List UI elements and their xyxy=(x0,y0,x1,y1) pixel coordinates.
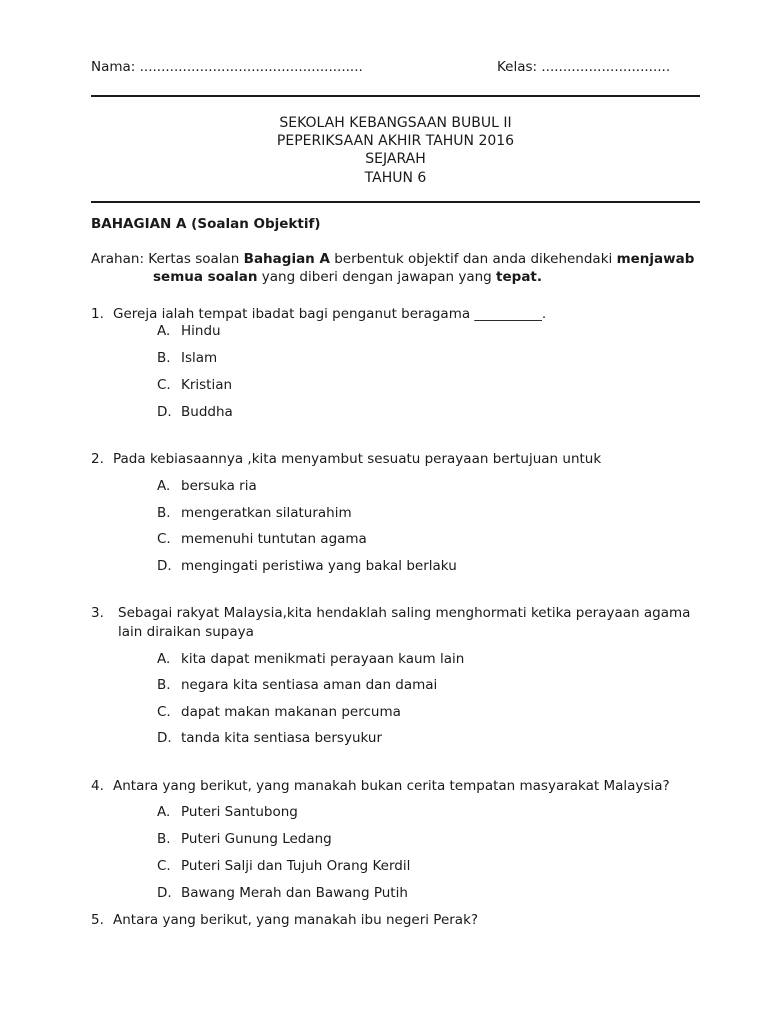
instruction-bold-3: semua soalan xyxy=(153,269,258,285)
option-text: Buddha xyxy=(181,404,233,420)
instruction-text-1: Arahan: Kertas soalan xyxy=(91,251,244,267)
school-name: SEKOLAH KEBANGSAAN BUBUL II xyxy=(279,115,512,131)
question-text: Antara yang berikut, yang manakah ibu negeri Perak? xyxy=(113,912,479,928)
option-3c xyxy=(157,704,401,720)
instruction-line-1 xyxy=(91,251,694,267)
option-letter: D. xyxy=(157,404,172,420)
option-text: Puteri Salji dan Tujuh Orang Kerdil xyxy=(181,858,411,874)
option-letter: C. xyxy=(157,377,171,393)
option-letter: A. xyxy=(157,804,171,820)
question-1 xyxy=(91,306,547,322)
option-3d xyxy=(157,730,382,746)
option-4b xyxy=(157,831,332,847)
option-letter: A. xyxy=(157,478,171,494)
subject-title: SEJARAH xyxy=(365,151,426,167)
question-text: Antara yang berikut, yang manakah bukan cerita tempatan masyarakat Malaysia? xyxy=(113,778,670,794)
option-letter: B. xyxy=(157,350,171,366)
option-letter: A. xyxy=(157,651,171,667)
question-3-continuation: lain diraikan supaya xyxy=(118,624,254,640)
option-text: negara kita sentiasa aman dan damai xyxy=(181,677,438,693)
option-1b xyxy=(157,350,217,366)
option-text: tanda kita sentiasa bersyukur xyxy=(181,730,383,746)
option-1c xyxy=(157,377,232,393)
option-2d xyxy=(157,558,457,574)
option-text: Bawang Merah dan Bawang Putih xyxy=(181,885,408,901)
option-letter: D. xyxy=(157,558,172,574)
instruction-bold-2: menjawab xyxy=(616,251,695,267)
option-3a xyxy=(157,651,464,667)
option-2b xyxy=(157,505,352,521)
option-letter: A. xyxy=(157,323,171,339)
instruction-bold-1: Bahagian A xyxy=(243,251,330,267)
question-number: 2. xyxy=(91,451,104,467)
option-text: Islam xyxy=(181,350,218,366)
option-letter: D. xyxy=(157,730,172,746)
option-3b xyxy=(157,677,437,693)
instruction-line-2 xyxy=(153,269,542,285)
question-text: Sebagai rakyat Malaysia,kita hendaklah saling menghormati ketika perayaan agama xyxy=(118,605,691,621)
instruction-text-2: berbentuk objektif dan anda dikehendaki xyxy=(329,251,617,267)
option-letter: C. xyxy=(157,858,171,874)
instruction-bold-4: tepat. xyxy=(496,269,543,285)
option-4a xyxy=(157,804,298,820)
option-text: bersuka ria xyxy=(181,478,257,494)
question-number: 4. xyxy=(91,778,104,794)
option-text: kita dapat menikmati perayaan kaum lain xyxy=(181,651,465,667)
option-letter: C. xyxy=(157,531,171,547)
question-4 xyxy=(91,778,670,794)
option-letter: B. xyxy=(157,831,171,847)
divider-bottom xyxy=(91,201,700,203)
option-1a xyxy=(157,323,221,339)
section-title: BAHAGIAN A (Soalan Objektif) xyxy=(91,216,321,232)
option-letter: B. xyxy=(157,505,171,521)
year-title: TAHUN 6 xyxy=(364,170,427,186)
divider-top xyxy=(91,95,700,97)
option-1d xyxy=(157,404,233,420)
question-number: 3. xyxy=(91,605,104,621)
name-field-label: Nama: .................................................... xyxy=(91,59,363,75)
question-3 xyxy=(91,605,691,621)
option-letter: C. xyxy=(157,704,171,720)
option-text: Puteri Santubong xyxy=(181,804,298,820)
class-field-label: Kelas: .............................. xyxy=(497,59,671,75)
option-4d xyxy=(157,885,408,901)
option-text: mengingati peristiwa yang bakal berlaku xyxy=(181,558,457,574)
option-letter: D. xyxy=(157,885,172,901)
question-2 xyxy=(91,451,602,467)
question-5 xyxy=(91,912,479,928)
option-2a xyxy=(157,478,257,494)
option-2c xyxy=(157,531,367,547)
exam-title: PEPERIKSAAN AKHIR TAHUN 2016 xyxy=(276,133,515,149)
option-text: dapat makan makanan percuma xyxy=(181,704,401,720)
instruction-text-3: yang diberi dengan jawapan yang xyxy=(257,269,497,285)
question-text: Gereja ialah tempat ibadat bagi penganut beragama __________. xyxy=(113,306,547,322)
question-text: Pada kebiasaannya ,kita menyambut sesuatu perayaan bertujuan untuk xyxy=(113,451,602,467)
question-number: 5. xyxy=(91,912,104,928)
option-text: mengeratkan silaturahim xyxy=(181,505,352,521)
option-letter: B. xyxy=(157,677,171,693)
option-text: memenuhi tuntutan agama xyxy=(181,531,367,547)
option-4c xyxy=(157,858,410,874)
option-text: Hindu xyxy=(181,323,221,339)
option-text: Kristian xyxy=(181,377,233,393)
question-number: 1. xyxy=(91,306,104,322)
option-text: Puteri Gunung Ledang xyxy=(181,831,332,847)
